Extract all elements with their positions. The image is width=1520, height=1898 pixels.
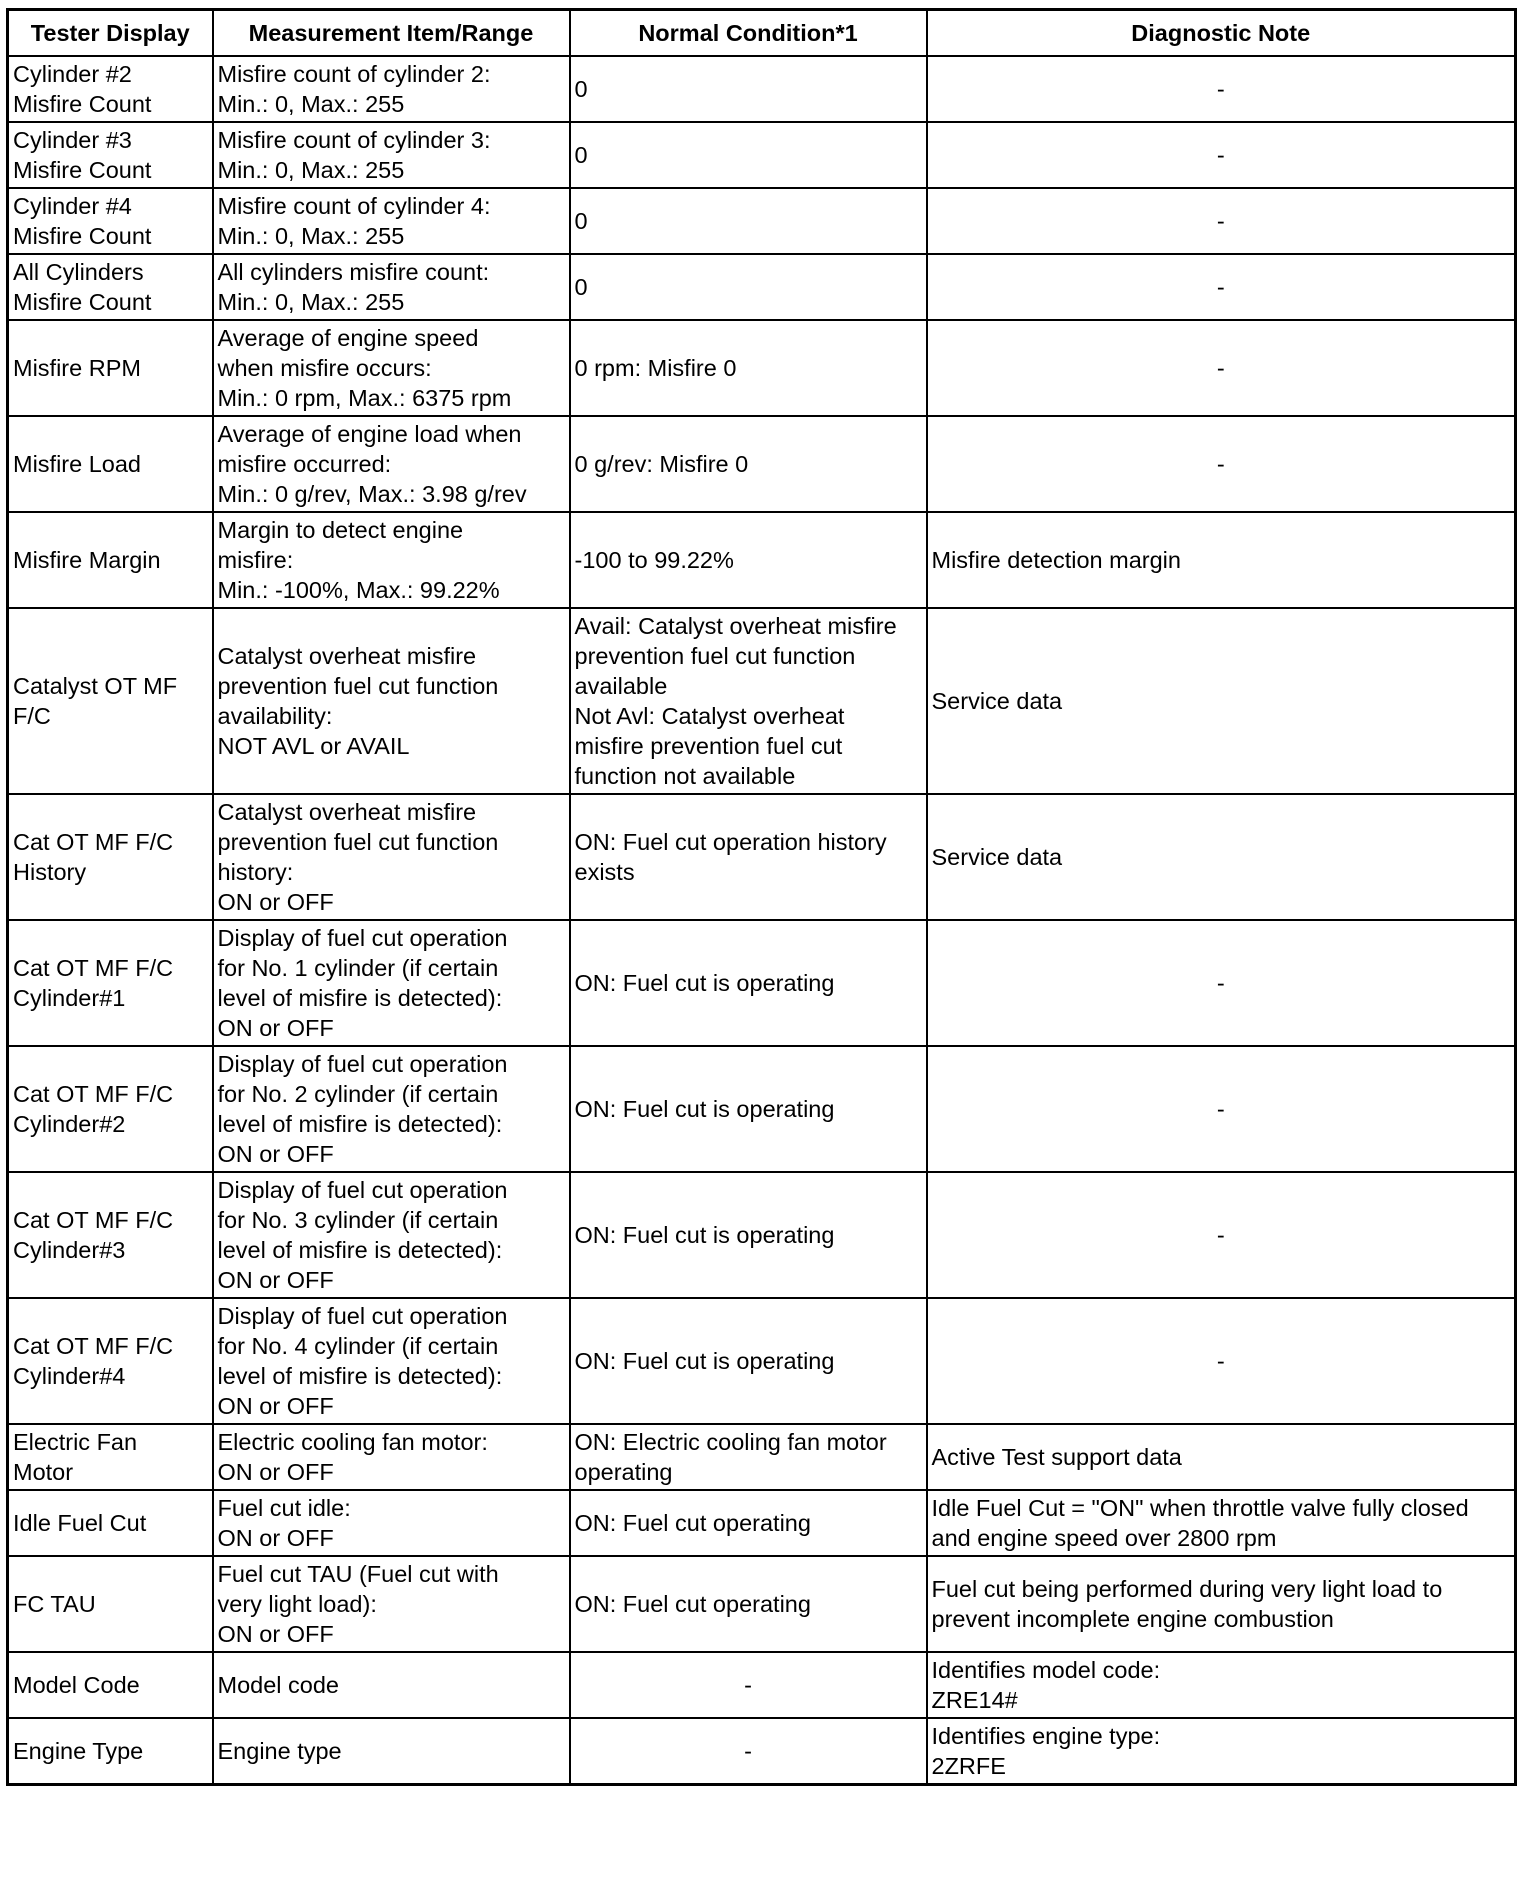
table-row xyxy=(8,1490,1516,1556)
diagnostic-note-cell: Identifies model code: ZRE14# xyxy=(927,1652,1516,1718)
diagnostic-note-cell: - xyxy=(927,254,1516,320)
diagnostic-note-cell: Idle Fuel Cut = "ON" when throttle valve fully closed and engine speed over 2800 rpm xyxy=(927,1490,1516,1556)
measurement-item-cell: Average of engine speed when misfire occurs: Min.: 0 rpm, Max.: 6375 rpm xyxy=(213,320,570,416)
tester-display-cell: Cat OT MF F/C Cylinder#4 xyxy=(8,1298,213,1424)
table-row xyxy=(8,512,1516,608)
normal-condition-cell: - xyxy=(570,1718,927,1785)
table-row xyxy=(8,920,1516,1046)
tester-display-cell: Model Code xyxy=(8,1652,213,1718)
normal-condition-cell: ON: Fuel cut operating xyxy=(570,1556,927,1652)
normal-condition-cell: Avail: Catalyst overheat misfire prevention fuel cut function available Not Avl: Catalyst overheat misfire prevention fuel cut function not available xyxy=(570,608,927,794)
diagnostic-note-cell: - xyxy=(927,416,1516,512)
measurement-item-cell: Display of fuel cut operation for No. 3 cylinder (if certain level of misfire is detected): ON or OFF xyxy=(213,1172,570,1298)
header-row xyxy=(8,10,1516,57)
normal-condition-cell: ON: Fuel cut is operating xyxy=(570,1298,927,1424)
tester-display-cell: Engine Type xyxy=(8,1718,213,1785)
tester-display-cell: All Cylinders Misfire Count xyxy=(8,254,213,320)
table-row xyxy=(8,188,1516,254)
diagnostic-note-cell: - xyxy=(927,1172,1516,1298)
measurement-item-cell: Misfire count of cylinder 3: Min.: 0, Max.: 255 xyxy=(213,122,570,188)
normal-condition-cell: 0 g/rev: Misfire 0 xyxy=(570,416,927,512)
tester-display-cell: Cat OT MF F/C Cylinder#1 xyxy=(8,920,213,1046)
measurement-item-cell: All cylinders misfire count: Min.: 0, Max.: 255 xyxy=(213,254,570,320)
measurement-item-cell: Catalyst overheat misfire prevention fuel cut function history: ON or OFF xyxy=(213,794,570,920)
header-diagnostic-note: Diagnostic Note xyxy=(927,10,1516,57)
table-row xyxy=(8,1424,1516,1490)
normal-condition-cell: ON: Fuel cut is operating xyxy=(570,1172,927,1298)
tester-display-cell: Misfire Margin xyxy=(8,512,213,608)
diagnostic-note-cell: Active Test support data xyxy=(927,1424,1516,1490)
table-row xyxy=(8,320,1516,416)
header-normal-condition: Normal Condition*1 xyxy=(570,10,927,57)
normal-condition-cell: ON: Fuel cut operating xyxy=(570,1490,927,1556)
normal-condition-cell: ON: Fuel cut operation history exists xyxy=(570,794,927,920)
measurement-item-cell: Margin to detect engine misfire: Min.: -100%, Max.: 99.22% xyxy=(213,512,570,608)
normal-condition-cell: - xyxy=(570,1652,927,1718)
normal-condition-cell: ON: Fuel cut is operating xyxy=(570,920,927,1046)
diagnostic-note-cell: Service data xyxy=(927,794,1516,920)
diagnostic-note-cell: Fuel cut being performed during very light load to prevent incomplete engine combustion xyxy=(927,1556,1516,1652)
table-row xyxy=(8,56,1516,122)
measurement-item-cell: Misfire count of cylinder 4: Min.: 0, Max.: 255 xyxy=(213,188,570,254)
table-row xyxy=(8,254,1516,320)
normal-condition-cell: 0 xyxy=(570,254,927,320)
tester-display-cell: Cat OT MF F/C History xyxy=(8,794,213,920)
tester-display-cell: Catalyst OT MF F/C xyxy=(8,608,213,794)
tester-display-cell: FC TAU xyxy=(8,1556,213,1652)
tester-display-cell: Idle Fuel Cut xyxy=(8,1490,213,1556)
measurement-item-cell: Catalyst overheat misfire prevention fuel cut function availability: NOT AVL or AVAIL xyxy=(213,608,570,794)
diagnostic-note-cell: - xyxy=(927,188,1516,254)
measurement-item-cell: Fuel cut TAU (Fuel cut with very light load): ON or OFF xyxy=(213,1556,570,1652)
diagnostic-note-cell: - xyxy=(927,1298,1516,1424)
measurement-item-cell: Electric cooling fan motor: ON or OFF xyxy=(213,1424,570,1490)
diagnostic-note-cell: - xyxy=(927,320,1516,416)
table-row xyxy=(8,1652,1516,1718)
normal-condition-cell: 0 rpm: Misfire 0 xyxy=(570,320,927,416)
diagnostic-note-cell: - xyxy=(927,122,1516,188)
table-row xyxy=(8,1172,1516,1298)
normal-condition-cell: -100 to 99.22% xyxy=(570,512,927,608)
table-row xyxy=(8,1046,1516,1172)
diagnostic-note-cell: - xyxy=(927,920,1516,1046)
measurement-item-cell: Display of fuel cut operation for No. 4 cylinder (if certain level of misfire is detected): ON or OFF xyxy=(213,1298,570,1424)
tester-display-cell: Cat OT MF F/C Cylinder#3 xyxy=(8,1172,213,1298)
measurement-item-cell: Model code xyxy=(213,1652,570,1718)
diagnostic-note-cell: Identifies engine type: 2ZRFE xyxy=(927,1718,1516,1785)
normal-condition-cell: 0 xyxy=(570,188,927,254)
diagnostic-note-cell: - xyxy=(927,56,1516,122)
table-row xyxy=(8,416,1516,512)
table-row xyxy=(8,794,1516,920)
measurement-item-cell: Engine type xyxy=(213,1718,570,1785)
diagnostic-note-cell: Misfire detection margin xyxy=(927,512,1516,608)
tester-display-cell: Misfire Load xyxy=(8,416,213,512)
tester-display-cell: Electric Fan Motor xyxy=(8,1424,213,1490)
tester-display-cell: Misfire RPM xyxy=(8,320,213,416)
tester-display-cell: Cylinder #2 Misfire Count xyxy=(8,56,213,122)
normal-condition-cell: 0 xyxy=(570,122,927,188)
tester-display-cell: Cylinder #4 Misfire Count xyxy=(8,188,213,254)
table-row xyxy=(8,1556,1516,1652)
normal-condition-cell: ON: Fuel cut is operating xyxy=(570,1046,927,1172)
measurement-item-cell: Average of engine load when misfire occurred: Min.: 0 g/rev, Max.: 3.98 g/rev xyxy=(213,416,570,512)
normal-condition-cell: 0 xyxy=(570,56,927,122)
measurement-item-cell: Display of fuel cut operation for No. 1 cylinder (if certain level of misfire is detected): ON or OFF xyxy=(213,920,570,1046)
header-tester-display: Tester Display xyxy=(8,10,213,57)
table-row xyxy=(8,1298,1516,1424)
measurement-item-cell: Display of fuel cut operation for No. 2 cylinder (if certain level of misfire is detected): ON or OFF xyxy=(213,1046,570,1172)
table-row xyxy=(8,608,1516,794)
measurement-item-cell: Fuel cut idle: ON or OFF xyxy=(213,1490,570,1556)
normal-condition-cell: ON: Electric cooling fan motor operating xyxy=(570,1424,927,1490)
header-measurement-item: Measurement Item/Range xyxy=(213,10,570,57)
diagnostic-note-cell: - xyxy=(927,1046,1516,1172)
data-list-table xyxy=(6,8,1517,1786)
table-row xyxy=(8,1718,1516,1785)
measurement-item-cell: Misfire count of cylinder 2: Min.: 0, Max.: 255 xyxy=(213,56,570,122)
diagnostic-note-cell: Service data xyxy=(927,608,1516,794)
tester-display-cell: Cylinder #3 Misfire Count xyxy=(8,122,213,188)
table-row xyxy=(8,122,1516,188)
tester-display-cell: Cat OT MF F/C Cylinder#2 xyxy=(8,1046,213,1172)
